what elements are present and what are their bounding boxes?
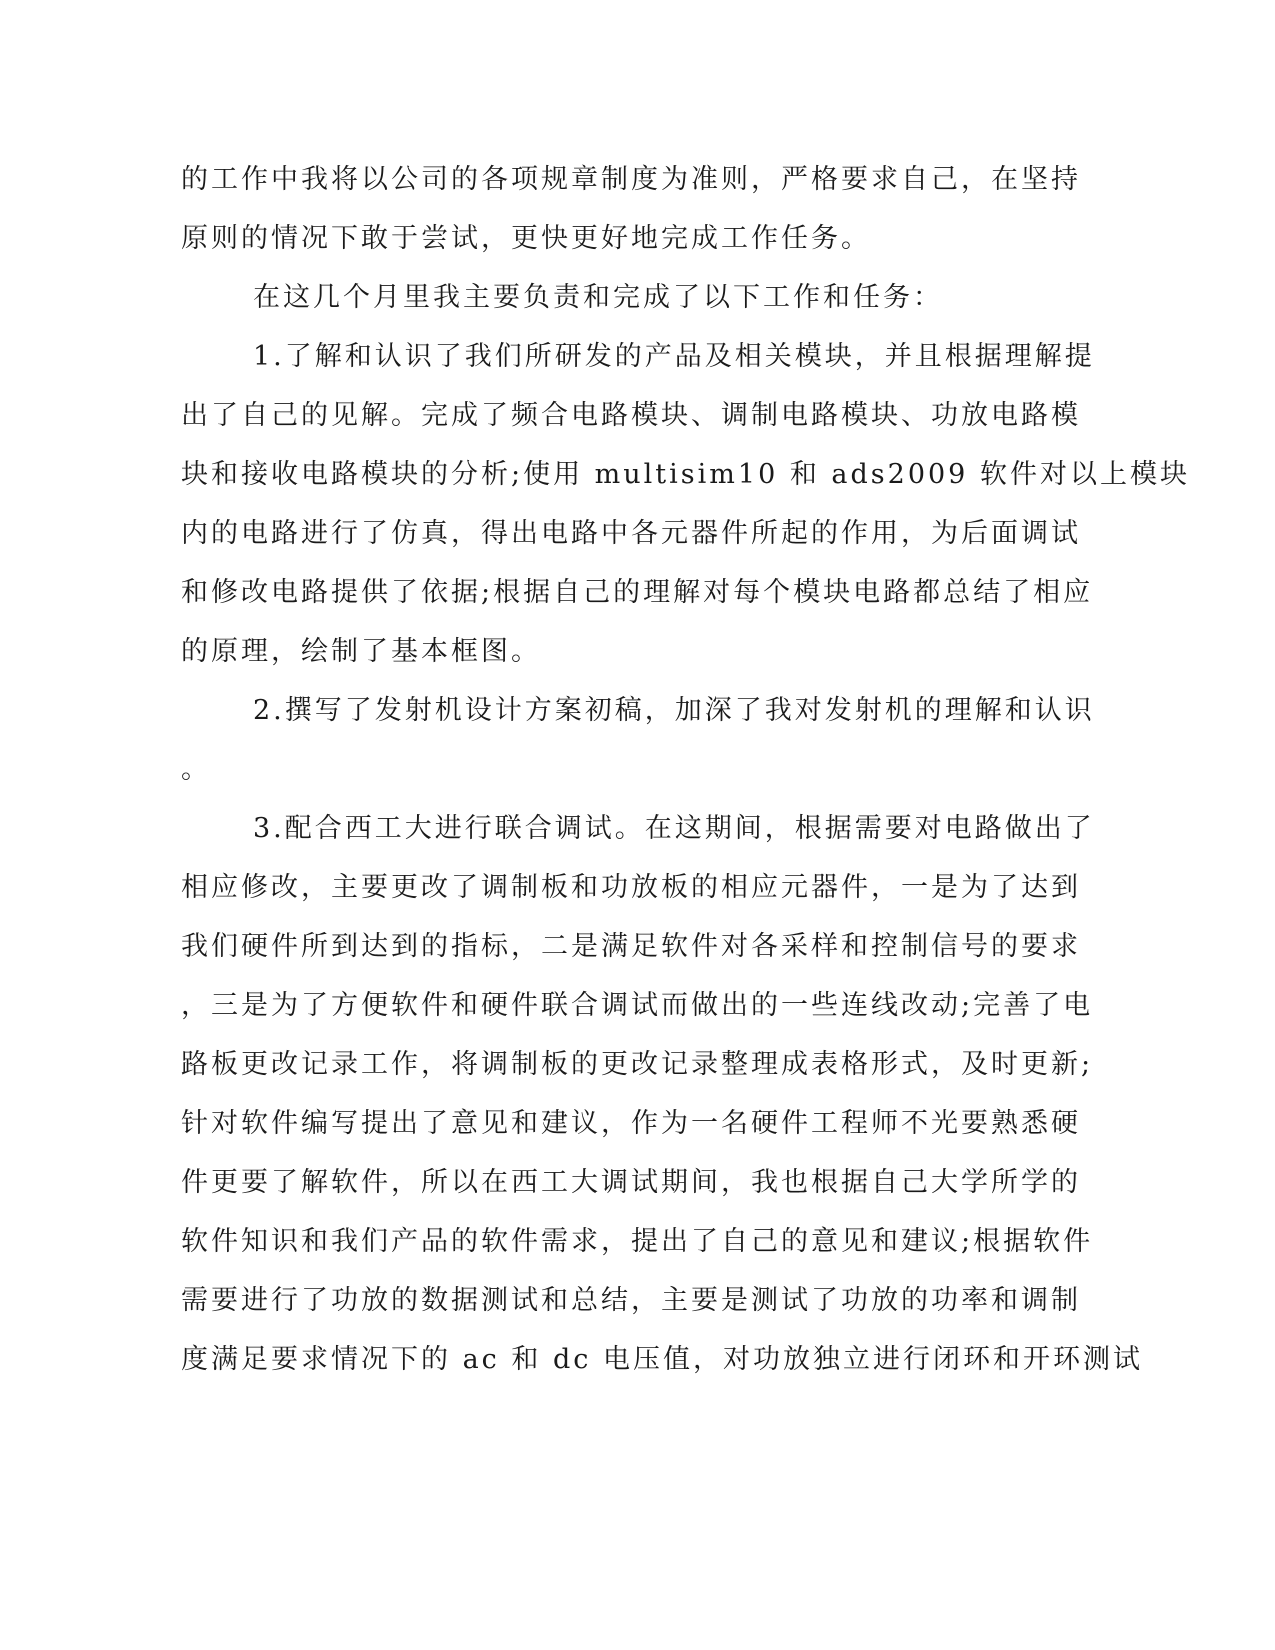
text-line: 的原理，绘制了基本框图。	[181, 636, 541, 667]
text-line: 出了自己的见解。完成了频合电路模块、调制电路模块、功放电路模	[181, 400, 1081, 431]
text-line: 1.了解和认识了我们所研发的产品及相关模块，并且根据理解提	[253, 341, 1095, 372]
text-line: 3.配合西工大进行联合调试。在这期间，根据需要对电路做出了	[253, 813, 1095, 844]
text-line: 。	[181, 754, 211, 785]
text-line: 我们硬件所到达到的指标，二是满足软件对各采样和控制信号的要求	[181, 931, 1081, 962]
text-line: 件更要了解软件，所以在西工大调试期间，我也根据自己大学所学的	[181, 1167, 1081, 1198]
text-line: ，三是为了方便软件和硬件联合调试而做出的一些连线改动;完善了电	[181, 990, 1094, 1021]
text-line: 路板更改记录工作，将调制板的更改记录整理成表格形式，及时更新;	[181, 1049, 1094, 1080]
text-line: 针对软件编写提出了意见和建议，作为一名硬件工程师不光要熟悉硬	[181, 1108, 1081, 1139]
text-line: 内的电路进行了仿真，得出电路中各元器件所起的作用，为后面调试	[181, 518, 1081, 549]
text-line: 和修改电路提供了依据;根据自己的理解对每个模块电路都总结了相应	[181, 577, 1094, 608]
text-line: 的工作中我将以公司的各项规章制度为准则，严格要求自己，在坚持	[181, 164, 1081, 195]
text-line: 2.撰写了发射机设计方案初稿，加深了我对发射机的理解和认识	[253, 695, 1095, 726]
text-line: 相应修改，主要更改了调制板和功放板的相应元器件，一是为了达到	[181, 872, 1081, 903]
text-line: 度满足要求情况下的 ac 和 dc 电压值，对功放独立进行闭环和开环测试	[181, 1344, 1143, 1375]
text-line: 软件知识和我们产品的软件需求，提出了自己的意见和建议;根据软件	[181, 1226, 1094, 1257]
text-line: 块和接收电路模块的分析;使用 multisim10 和 ads2009 软件对以上模块	[181, 459, 1190, 490]
text-line: 在这几个月里我主要负责和完成了以下工作和任务：	[253, 282, 943, 313]
text-line: 需要进行了功放的数据测试和总结，主要是测试了功放的功率和调制	[181, 1285, 1081, 1316]
text-line: 原则的情况下敢于尝试，更快更好地完成工作任务。	[181, 223, 871, 254]
